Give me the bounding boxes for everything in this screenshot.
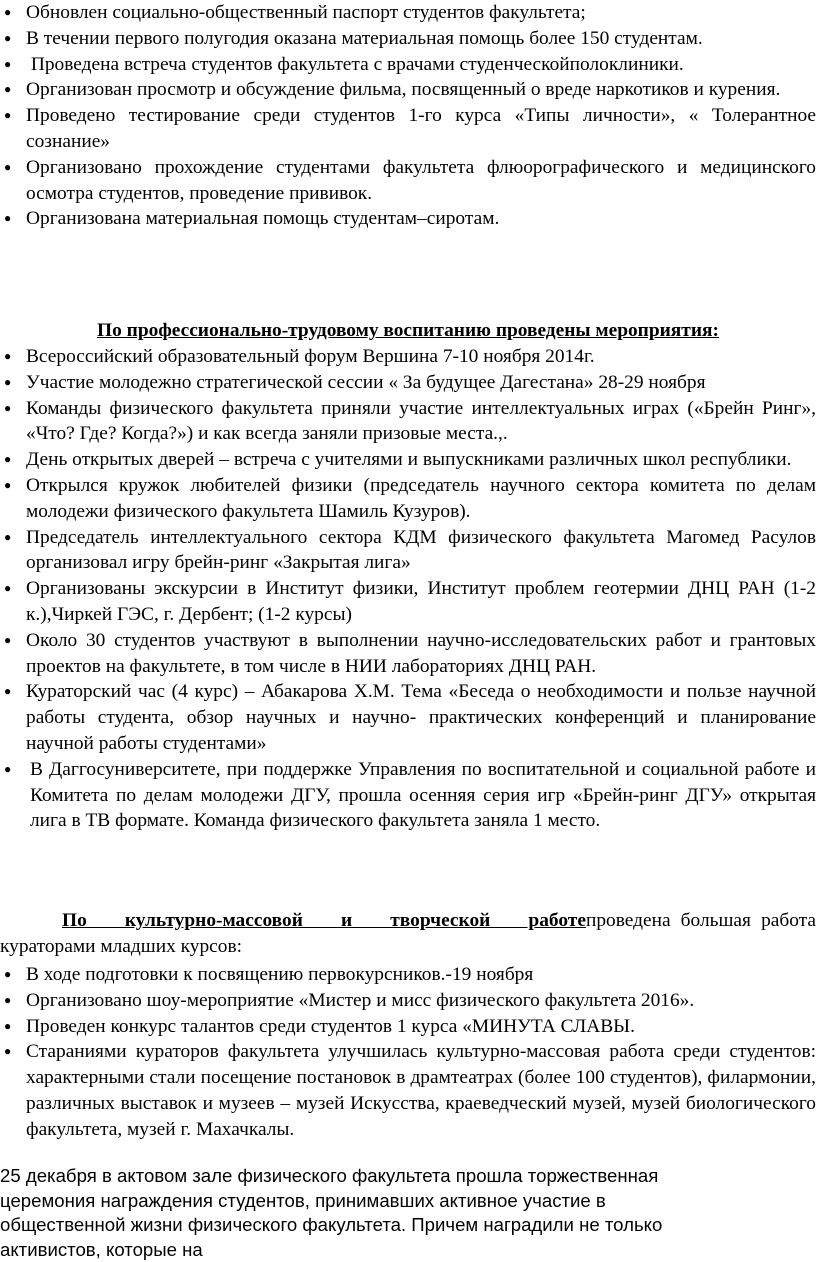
list-item bbox=[0, 206, 816, 232]
list-item-text: Проведено тестирование среди студентов 1-го курса «Типы личности», « Толерантное сознание» bbox=[26, 105, 816, 152]
list-item-text: Организованы экскурсии в Институт физики, Институт проблем геотермии ДНЦ РАН (1-2 к.),Чиркей ГЭС, г. Дербент; (1-2 курсы) bbox=[26, 578, 816, 625]
bullet-icon: ● bbox=[4, 5, 12, 19]
bullet-icon: ● bbox=[4, 374, 12, 389]
list-item-text: Организована материальная помощь студентам–сиротам. bbox=[26, 208, 500, 230]
list-item bbox=[0, 77, 816, 103]
list-item bbox=[0, 525, 816, 577]
bullet-icon: ● bbox=[4, 1018, 12, 1033]
section-heading-professional: По профессионально-трудовому воспитанию проведены мероприятия: bbox=[97, 320, 719, 341]
bullet-icon: ● bbox=[4, 992, 12, 1007]
list-item-text: Организован просмотр и обсуждение фильма, посвященный о вреде наркотиков и курения. bbox=[26, 79, 781, 101]
bullet-icon: ● bbox=[4, 159, 12, 174]
list-item-text: День открытых дверей – встреча с учителями и выпускниками различных школ республики. bbox=[26, 449, 792, 471]
bullet-icon: ● bbox=[4, 82, 12, 97]
list-item-text: Кураторский час (4 курс) – Абакарова Х.М. Тема «Беседа о необходимости и пользе научной работы студента, обзор научных и научно- практических конференций и планирование научной работы студентами» bbox=[26, 681, 816, 754]
list-item bbox=[0, 155, 816, 207]
list-item bbox=[0, 52, 816, 78]
professional-activities-list bbox=[0, 344, 816, 834]
list-item-text: Организовано прохождение студентами факультета флюорографического и медицинского осмотра студентов, проведение прививок. bbox=[26, 156, 816, 204]
bullet-icon: ● bbox=[4, 349, 12, 363]
list-item bbox=[0, 962, 816, 988]
list-item bbox=[0, 26, 816, 52]
list-item-text: Около 30 студентов участвуют в выполнении научно-исследовательских работ и грантовых проектов на факультете, в том числе в НИИ лабораториях ДНЦ РАН. bbox=[26, 629, 816, 677]
bullet-icon: ● bbox=[4, 581, 12, 596]
culture-paragraph-text: проведена большая работа кураторами младших курсов: bbox=[0, 910, 816, 957]
list-item bbox=[0, 679, 816, 756]
list-item-text: В течении первого полугодия оказана материальная помощь более 150 студентам. bbox=[26, 27, 703, 49]
list-item bbox=[0, 473, 816, 525]
list-item bbox=[0, 447, 816, 473]
list-item-text: Обновлен социально-общественный паспорт студентов факультета; bbox=[26, 2, 586, 23]
list-item-text: Всероссийский образовательный форум Вершина 7-10 ноября 2014г. bbox=[26, 346, 595, 367]
list-item-text: Открылся кружок любителей физики (председатель научного сектора комитета по делам молодежи физического факультета Шамиль Кузуров). bbox=[26, 474, 816, 522]
list-item bbox=[0, 757, 816, 834]
list-item bbox=[0, 103, 816, 155]
section-heading-culture: По культурно-массовой и творческой работе bbox=[62, 910, 586, 931]
list-item bbox=[0, 396, 816, 448]
list-item bbox=[0, 344, 816, 370]
list-item bbox=[0, 0, 816, 26]
list-item bbox=[0, 988, 816, 1014]
award-ceremony-paragraph: 25 декабря в актовом зале физического факультета прошла торжественная церемония награждения студентов, принимавших активное участие в общественной жизни физического факультета. Причем наградили не только активистов, которые на bbox=[0, 1165, 663, 1260]
bullet-icon: ● bbox=[4, 1044, 12, 1059]
list-item-text: Проведена встреча студентов факультета с врачами студенческойполоклиники. bbox=[26, 53, 684, 75]
bullet-icon: ● bbox=[4, 108, 12, 123]
bullet-icon: ● bbox=[4, 211, 12, 226]
list-item-text: Участие молодежно стратегической сессии « За будущее Дагестана» 28-29 ноября bbox=[26, 371, 706, 393]
bullet-icon: ● bbox=[4, 30, 12, 45]
bullet-icon: ● bbox=[4, 477, 12, 492]
bullet-icon: ● bbox=[4, 400, 12, 415]
bullet-icon: ● bbox=[4, 529, 12, 544]
list-item-text: Стараниями кураторов факультета улучшилась культурно-массовая работа среди студентов: характерными стали посещение постановок в драмтеатрах (более 100 студентов), филармонии, различных выставок и музеев – музей Искусства, краеведческий музей, музей биологического факультета, музей г. Махачкалы. bbox=[26, 1041, 816, 1140]
list-item bbox=[0, 1039, 816, 1142]
bullet-icon: ● bbox=[4, 684, 12, 699]
list-item-text: В ходе подготовки к посвящению первокурсников.-19 ноября bbox=[26, 964, 534, 985]
list-item-text: Председатель интеллектуального сектора КДМ физического факультета Магомед Расулов организовал игру брейн-ринг «Закрытая лига» bbox=[26, 526, 816, 574]
bullet-icon: ● bbox=[4, 967, 12, 981]
list-item-text: Команды физического факультета приняли участие интеллектуальных играх («Брейн Ринг», «Что? Где? Когда?») и как всегда заняли призовые места.,. bbox=[26, 397, 816, 445]
list-item-text: Проведен конкурс талантов среди студентов 1 курса «МИНУТА СЛАВЫ. bbox=[26, 1015, 635, 1037]
bullet-icon: ● bbox=[4, 761, 12, 776]
culture-activities-list bbox=[0, 962, 816, 1143]
culture-paragraph bbox=[0, 908, 816, 960]
list-item bbox=[0, 576, 816, 628]
bullet-icon: ● bbox=[4, 632, 12, 647]
welfare-activities-list bbox=[0, 0, 816, 232]
list-item-text: Организовано шоу-мероприятие «Мистер и мисс физического факультета 2016». bbox=[26, 989, 695, 1011]
list-item bbox=[0, 370, 816, 396]
bullet-icon: ● bbox=[4, 452, 12, 467]
list-item bbox=[0, 1014, 816, 1040]
bullet-icon: ● bbox=[4, 56, 12, 71]
list-item bbox=[0, 628, 816, 680]
list-item-text: В Даггосуниверситете, при поддержке Управления по воспитательной и социальной работе и Комитета по делам молодежи ДГУ, прошла осенняя серия игр «Брейн-ринг ДГУ» открытая лига в ТВ формате. Команда физического факультета заняла 1 место. bbox=[30, 758, 816, 832]
